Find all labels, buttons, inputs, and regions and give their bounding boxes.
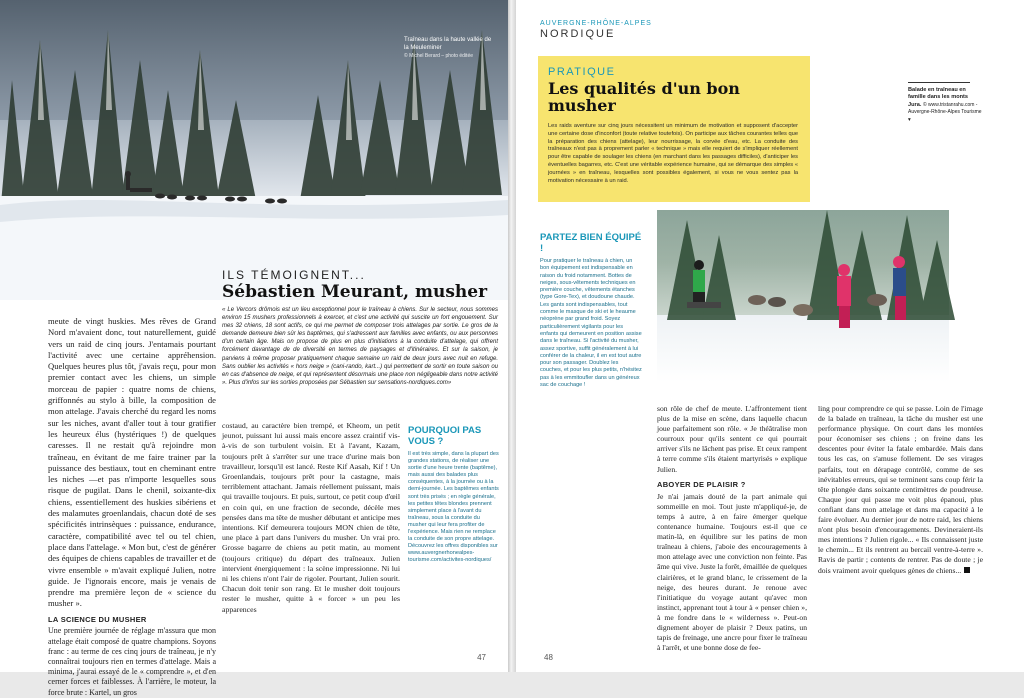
sidebar-pourquoi-pas-vous — [408, 425, 500, 565]
caption-credit: © www.tristanrahu.com - Auvergne-Rhône-Alpes Tourisme — [908, 101, 982, 116]
caption-bold: Balade en traîneau en famille dans les monts Jura. — [908, 87, 968, 108]
pratique-title: Les qualités d'un bon musher — [548, 79, 740, 115]
testimonial-quote: « Le Vercors drômois est un lieu exceptionnel pour le traîneau à chiens. Sur le secteur, nous sommes environ 15 mushers professionnels à exercer, et c'est une activité qui suscite un fort engouement. Sur mes 32 chiens, 18 sont actifs, ce qui me permet de composer trois attelages par sortie. Le gros de la demande demeure bien sûr les baptêmes, qui s'adressent aux familles avec enfants, ou aux personnes d'un certain âge. Mais on propose de plus en plus d'initiations à la conduite d'attelage, qui offrent forcément davantage de de diversité en termes de paysages et d'itinéraires. Et sur la saison, je parviens à même proposer pratiquement chaque semaine un raid de deux jours avec nuit en refuge. Sans oublier les activités « hors neige » (cani-rando, kart...) qui permettent de sortir en toute saison ou en cas d'absence de neige, et qui représentent désormais une place non négligeable dans notre activité ». Plus d'infos sur les sorties proposées par Sébastien sur sensations-nordiques.com» — [222, 307, 498, 386]
end-of-article-mark — [964, 567, 970, 573]
left-page — [0, 0, 508, 697]
article-title: Sébastien Meurant, musher — [222, 282, 488, 302]
family-sled-photo — [657, 210, 949, 382]
family-sled-illustration — [657, 210, 949, 382]
left-column-1-lead: meute de vingt huskies. Mes rêves de Grand Nord m'avaient donc, tout naturellement, guidé vers un raid de cinq jours. J'entamais pourtant l'activité avec une certaine appréhension. Quelques heures plus tôt, j'avais reçu, pour mon premier contact avec les chiens, un simple morceau de papier : quatre noms de chiens, griffonnés au stylo à bille, la composition de mon attelage. J'avais cherché du regard les noms sur les niches, avant d'aller tout à tour gratifier les heureux élus (hystériques !) de quelques caresses. Il ne restait qu'à rejoindre mon traîneau, en évitant de me faire trainer par la puissance des bestiaux, tout en cheminant entre les niches —et pas n'importe lesquelles sous risque de pugilat. Dans le chenil, soixante-dix chiens, essentiellement des huskies sibériens et des malamutes groenlandais, chacun doté de ses spécificités intrinsèques : puissance, endurance, caractère, compatibilité avec tel ou tel chien, place dans l'attelage. « Mon but, c'est de générer des équipes de chiens capables de travailler et de vivre ensemble » m'avait expliqué Julien, notre guide. Je l'ignorais encore, mais je venais de prendre ma première leçon de « science du musher ». — [48, 316, 216, 609]
left-column-1-rest: Une première journée de réglage m'assura que mon attelage était composé de quatre champions. Soyons franc : au terme de ces cinq jours de traîneau, je n'y connaîtrai toujours rien en termes d'attelage. Mais a minima, j'aurai essayé de le « comprendre », et d'en cerner forces et faiblesses. À l'arrière, le moteur, la force brute : Kartel, un gros — [48, 626, 216, 697]
article-kicker: ILS TÉMOIGNENT... — [222, 268, 366, 282]
right-column-2-text: ling pour comprendre ce qui se passe. Loin de l'image de la balade en traîneau, la tâche du musher est une performance physique. On court dans les montées pour économiser ses chiens ; on freine dans les descentes pour éviter la fatale embardée. Mais dans tous les cas, on s'amuse follement. De ses virages parfaits, tout en dérapage contrôlé, comme de ses inévitables erreurs, qui se terminent sans coup férir la tête plongée dans soixante centimètres de poudreuse. Chaque jour qui passe me voit plus épanoui, plus confiant dans mon attelage et dans ma capacité à le faire évoluer. Au dernier jour de notre raid, les chiens n'ont plus besoin d'encouragements. Devineraient-ils mes intentions ? Julien rigole... « Ils connaissent juste le chemin... Et ils rentrent au bercail ventre-à-terre ». Ravis de partir ; contents de rentrer. Pas de doute ; je dois vraiment avoir quelques gènes de chiens... — [818, 404, 983, 575]
caption-arrow-icon: ▾ — [908, 116, 911, 123]
right-page — [516, 0, 1024, 672]
right-column-1-rest: Je n'ai jamais douté de la part animale qui sommeille en moi. Tout juste m'appliqué-je, de temps à autre, à en faire émerger quelque contenance humaine. Toujours est-il que ce matin-là, en équilibre sur les patins de mon traîneau à chiens, j'aboie des encouragements à mon attelage avec une conviction non feinte. Pas âme qui vive. Juste la forêt, émaillée de quelques clairières, et le grand blanc, le crissement de la neige, des heures durant. Je renoue avec l'initiatique du voyage autant qu'avec mon instinct, apprenant tout à tour à « penser chien », à me fondre dans le « wilderness ». Peut-on dignement aboyer de plaisir ? Deux patins, un tapis de freinage, une ancre pour fixer le traîneau à l'arrêt, et une bonne dose de fee- — [657, 491, 807, 653]
right-column-1-lead: son rôle de chef de meute. L'affrontement tient plus de la mise en scène, dans laquelle chacun joue parfaitement son rôle. « Je théâtralise mon courroux pour qu'ils sentent ce qui pourrait arriver s'ils ne lâchent pas prise. Et ceux rampent à terre comme s'ils étaient martyrisés » explique Julien. — [657, 404, 807, 474]
book-gutter — [508, 0, 516, 672]
left-column-1 — [48, 316, 216, 698]
right-column-2 — [818, 404, 983, 576]
pratique-box — [538, 56, 810, 202]
section-name: NORDIQUE — [540, 28, 616, 40]
sidebar-partez-bien-equipe — [540, 232, 642, 389]
left-column-2: costaud, au caractère bien trempé, et Kheom, un petit jeunot, puissant lui aussi mais encore assez craintif vis-à-vis de son turbulent voisin. Et à l'avant, Kazam, toujours prêt à s'arrêter sur une trace d'urine mais bon travailleur, lorsqu'il est lancé. Reste Kif Aasah, Kif ! Un Groenlandais, toujours prêt pour la castagne, mais terriblement attachant. Jamais réellement puissant, mais qui travaille toujours. Et puis, surtout, ce petit coup d'œil en coin qui, en une fraction de seconde, décèle mes pensées dans ma tête de musher débutant et anticipe mes intentions. Kif demeurera toujours MON chien de tête, une place à part dans l'univers du musher. Un vrai pro. Grosse bagarre de chiens au petit matin, au moment (toujours critique) du départ des traîneaux. Julien intervient énergiquement : la scène impressionne. Ni lui ni les chiens n'ont l'air de rigoler. Pourtant, Julien sourit. Chacun doit tenir son rang. Et le musher doit toujours rester le musher, quitte à « forcer » un peu les apparences — [222, 421, 400, 614]
pratique-kicker: PRATIQUE — [548, 66, 616, 78]
sidebar-text: Il est très simple, dans la plupart des grandes stations, de réaliser une sortie d'une heure trente (baptême), mais aussi des balades plus conséquentes, à la journée ou à la demi-journée. Les baptêmes enfants sont très prisés ; en règle générale, les petites têtes blondes prennent simplement place à l'avant du traîneau, sous la conduite du musher qui leur fera profiter de l'expérience. Mais rien ne remplace la conduite de son propre attelage. Découvrez les offres disponibles sur www.auvergnerhonealpes-tourisme.com/activites-nordiques/ — [408, 451, 499, 564]
page-number-left: 47 — [477, 653, 486, 662]
right-column-1 — [657, 404, 807, 653]
caption-rule — [908, 82, 970, 83]
hero-photo-dog-sled — [0, 0, 508, 300]
sidebar-title-right: PARTEZ BIEN ÉQUIPÉ ! — [540, 232, 642, 254]
sidebar-title: POURQUOI PAS VOUS ? — [408, 425, 482, 447]
right-subheading: ABOYER DE PLAISIR ? — [657, 479, 746, 489]
section-region: AUVERGNE-RHÔNE-ALPES — [540, 20, 652, 27]
sidebar-text-right: Pour pratiquer le traîneau à chien, un bon équipement est indispensable en raison du froid notamment. Bottes de neiges, sous-vêtements techniques en première couche, vêtements étanches (type Gore-Tex), et doudoune chaude. Les gants sont indispensables, tout comme le masque de ski et le heaume néoprène par grand froid. Soyez particulièrement vigilants pour les enfants qui demeurent en position assise dans le traîneau. Si l'activité du musher, assez sportive, suffit généralement à lui conférer de la chaleur, il en est tout autre pour son passager. Doublez les couches, et pour les plus petits, n'hésitez pas à les emmitoufler dans un généreux sac de couchage ! — [540, 258, 642, 389]
hero-caption: Traîneau dans la haute vallée de la Meuleminer © Michel Berard – photo éditée — [404, 37, 492, 59]
photo-caption-right — [908, 82, 982, 124]
page-number-right: 48 — [544, 653, 553, 662]
left-subheading: LA SCIENCE DU MUSHER — [48, 614, 147, 624]
pratique-intro: Les raids aventure sur cinq jours nécessitent un minimum de motivation et supposent d'accepter une certaine dose d'inconfort (toute relative toutefois). On participe aux tâches courantes telles que la préparation des chiens (attelage), leur nourrissage, la corvée d'eau, etc. La conduite des traîneaux n'est pas à proprement parler « technique » mais elle requiert de s'impliquer réellement pour être capable de soulager les chiens (en marchant dans les passages difficiles), d'anticiper les éventuelles bagarres, etc. C'est une véritable expérience humaine, qui se démarque des simples « journées » en traîneau, lesquelles sont possibles également, si vous ne vous sentez pas la motivation nécessaire à un raid. — [548, 123, 798, 184]
